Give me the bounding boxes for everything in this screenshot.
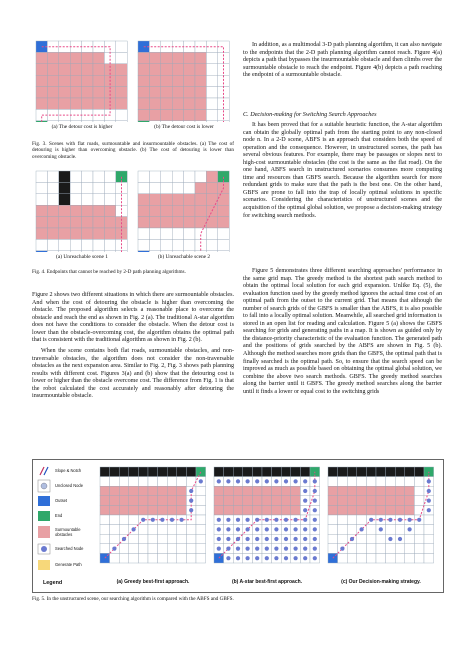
fig3 <box>32 40 234 136</box>
legend-label-outset: Outset <box>55 498 68 503</box>
right-paragraph-3: Figure 5 demonstrates three different searching approaches' performance in the same grid map. The greedy method is the shortest path search method to obtain the optimal local solution for each grid expansion. Unlike Eq. (5), the evaluation function used by the greedy method ignores the actual time cost of an optimal path from the outset to the current grid. That means that although the number of search grids of the GBFS is smaller than the ABFS, it is also possible to fall into a locally optimal solution. Meanwhile, all searched grid information is stored in an open list for reading and calculation. Figure 5 (a) shows the GBFS searching for grids and generating paths in a map. It is shown as guided only by the distance-priority characteristic of the evaluation function. The generated path and the positions of grids searched by the ABFS are shown in Fig. 5 (b). Although the method searches more grids than the GBFS, the optimal path that is finally searched is the optimal path. So, to ensure that the search speed can be improved as much as possible based on obtaining the optimal global solution, we combine the above two search methods. GBFS. The greedy method searches along the barrier until it GBFS. The greedy method searches along the barrier until it finds a lower or equal cost to the switching grids <box>243 268 442 395</box>
legend-label-searched: Searched Node <box>55 546 84 551</box>
left-paragraph-2: When the scene contains both flat roads, surmountable obstacles, and non-traversable obstacles, the algorithm does not consider the non-traversable obstacles as the next expansion area. Similar to Fig. 2, Fig. 3 shows path planning results with different cost. Figures 3(a) and (b) show that the detouring cost is lower or higher than the obstacle overcome cost. The difference from Fig. 1 is that the robot calculated the cost accurately and reasonably after detouring the insurmountable obstacle. <box>32 348 234 400</box>
fig4a-grid <box>35 170 129 252</box>
fig4-caption: Fig. 4. Endpoints that cannot be reached by 2-D path planning algorithms. <box>32 269 186 275</box>
fig4 <box>32 170 234 264</box>
legend-label-surmountable: Surmountable obstacles <box>55 527 81 537</box>
legend-label-slope: Slope & Notch <box>55 468 82 473</box>
fig5-legend <box>37 466 95 574</box>
legend-searched-node-icon <box>41 546 47 552</box>
legend-unclosed-node-icon <box>41 483 47 489</box>
fig5-caption: Fig. 5. In the unstructured scene, our searching algorithm is compared with the ABFS and GBFS. <box>32 596 234 602</box>
fig3a-label: (a) The detour cost is higher <box>51 124 113 130</box>
legend-slope-icon <box>40 467 44 475</box>
fig5b-label: (b) A-star best-first approach. <box>231 579 303 585</box>
fig5c-grid <box>327 466 435 576</box>
fig5b-grid <box>213 466 321 576</box>
legend-label-unclosed: Unclosed Node <box>55 483 83 488</box>
fig5c-label: (c) Our Decision-making strategy. <box>341 579 421 585</box>
legend-title: Legend <box>43 580 63 586</box>
fig4b-label: (b) Unreachable scene 2 <box>157 254 211 260</box>
left-paragraph-1: Figure 2 shows two different situations in which there are surmountable obstacles. And when the cost of detouring the obstacle is higher than overcoming the obstacle. The proposed algorithm selects a reasonable place to overcome the obstacle and reach the end as shown in Fig. 2 (a). The traditional A-star algorithm does not have the conditions to consider the obstacle. When the detour cost is lower than the obstacle-overcoming cost, the algorithm obtains the optimal path that is consistent with the traditional algorithm as shown in Fig. 2 (b). <box>32 292 234 344</box>
legend-path-icon <box>38 560 50 570</box>
fig3b-grid <box>137 40 231 122</box>
legend-surmountable-icon <box>38 526 50 538</box>
fig5a-label: (a) Greedy best-first approach. <box>116 579 190 585</box>
legend-outset-icon <box>38 496 50 506</box>
section-heading: C. Decision-making for Switching Search Approaches <box>243 111 377 118</box>
fig4a-label: (a) Unreachable scene 1 <box>56 254 108 260</box>
fig3-caption: Fig. 3. Scenes with flat roads, surmountable and insurmountable obstacles. (a) The cost of detouring is higher than overcoming obstacle. (b) The cost of detouring is lower than overcoming obstacle. <box>32 141 234 160</box>
right-paragraph-2: It has been proved that for a suitable heuristic function, the A-star algorithm can obtain the globally optimal path from the starting point to any non-closed node n. In a 2-D scene, ABFS is an approach that considers both the speed of operation and the consequence. However, in unstructured scenes, the path has several obvious features. For example, there may be passages or slopes next to high-cost surmountable obstacles (the cost is the same as the flat road). On the one hand, ABFS search in unstructured scenarios consumes more computing time and resources than GBFS search. Because the algorithm search for more redundant grids to make sure that the path is the best one. On the other hand, GBFS are prone to fall into the trap of locally optimal solutions in specific scenarios. Considering the characteristics of unstructured scenes and the acquisition of the optimal global solution, we propose a decision-making strategy for switching search methods. <box>243 122 442 219</box>
fig3b-label: (b) The detour cost is lower <box>154 124 214 130</box>
right-paragraph-1: In addition, as a multimodal 3-D path planning algorithm, it can also navigate to the endpoints that the 2-D path planning algorithm cannot reach. Figure 4(a) depicts a path that bypasses the insurmountable obstacle and then climbs over the surmountable obstacle to reach the endpoint. Figure 4(b) depicts a path reaching the endpoint of a surmountable obstacle. <box>243 42 442 79</box>
legend-swatches <box>37 466 53 574</box>
fig4b-grid <box>137 170 231 252</box>
legend-label-end: End <box>55 513 63 518</box>
fig5a-grid <box>99 466 207 576</box>
legend-label-path: Generate Path <box>55 562 82 567</box>
fig3a-grid <box>35 40 129 122</box>
fig5 <box>32 459 444 593</box>
legend-end-icon <box>38 511 50 521</box>
